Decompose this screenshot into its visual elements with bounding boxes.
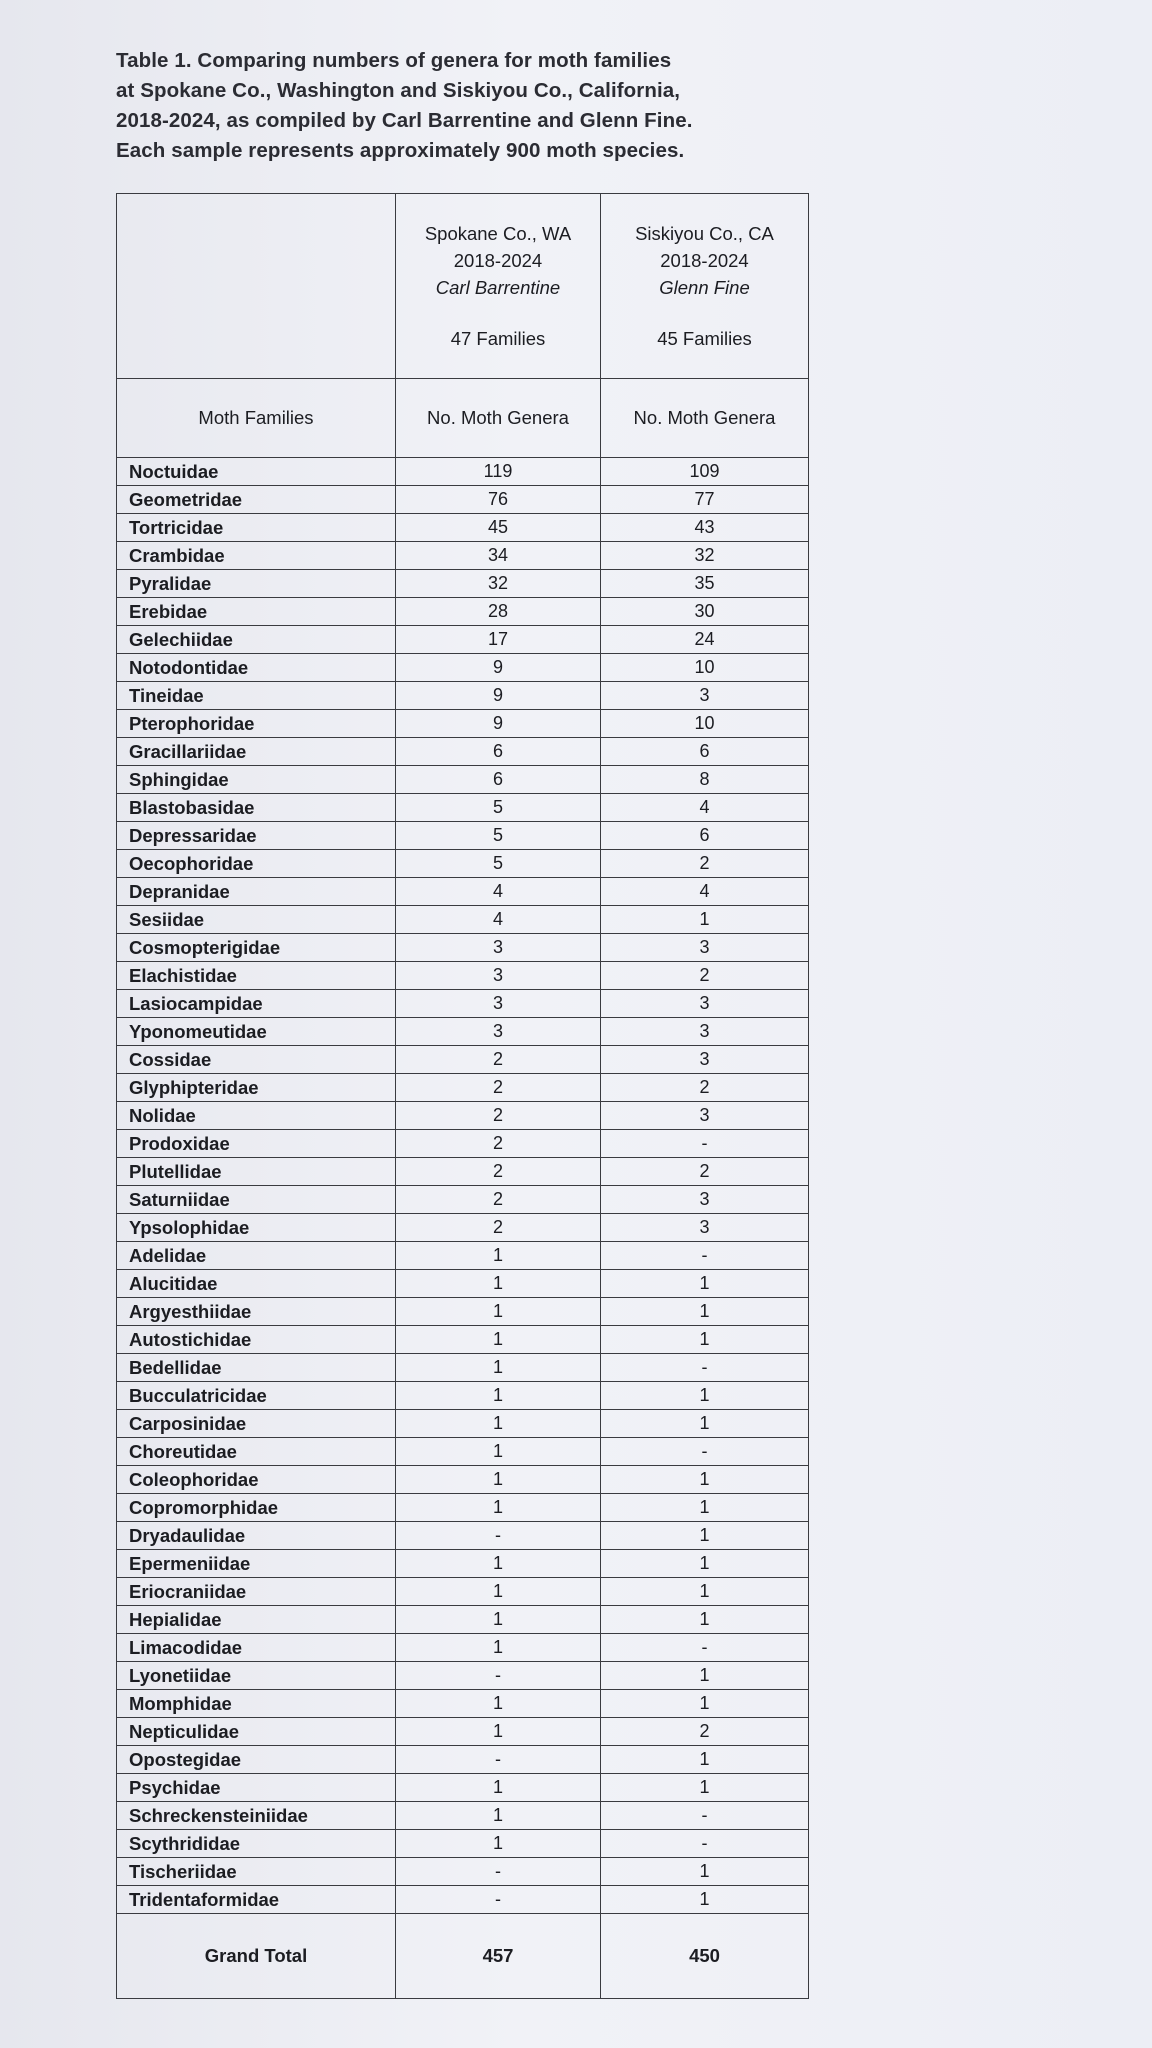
family-name-cell: Momphidae bbox=[117, 1690, 396, 1718]
table-row bbox=[117, 1382, 809, 1410]
spokane-genera-cell: 1 bbox=[396, 1438, 601, 1466]
table-row bbox=[117, 1438, 809, 1466]
table-row bbox=[117, 906, 809, 934]
table-row bbox=[117, 654, 809, 682]
table-row bbox=[117, 1718, 809, 1746]
spokane-genera-cell: 1 bbox=[396, 1830, 601, 1858]
spokane-genera-cell: 9 bbox=[396, 654, 601, 682]
table-row bbox=[117, 1522, 809, 1550]
siskiyou-genera-cell: 8 bbox=[601, 766, 809, 794]
siskiyou-column-label: No. Moth Genera bbox=[601, 379, 809, 458]
table-row bbox=[117, 1410, 809, 1438]
table-row bbox=[117, 1578, 809, 1606]
family-name-cell: Coleophoridae bbox=[117, 1466, 396, 1494]
spokane-genera-cell: - bbox=[396, 1746, 601, 1774]
siskiyou-genera-cell: 6 bbox=[601, 738, 809, 766]
family-name-cell: Nolidae bbox=[117, 1102, 396, 1130]
table-row bbox=[117, 1186, 809, 1214]
family-name-cell: Tortricidae bbox=[117, 514, 396, 542]
table-row bbox=[117, 598, 809, 626]
siskiyou-genera-cell: - bbox=[601, 1634, 809, 1662]
table-row bbox=[117, 990, 809, 1018]
siskiyou-genera-cell: 2 bbox=[601, 962, 809, 990]
caption-line-2: at Spokane Co., Washington and Siskiyou Co., California, bbox=[116, 79, 681, 102]
spokane-genera-cell: 9 bbox=[396, 710, 601, 738]
spokane-genera-cell: 1 bbox=[396, 1354, 601, 1382]
spokane-genera-cell: 34 bbox=[396, 542, 601, 570]
siskiyou-genera-cell: 6 bbox=[601, 822, 809, 850]
spokane-genera-cell: 5 bbox=[396, 850, 601, 878]
family-name-cell: Autostichidae bbox=[117, 1326, 396, 1354]
siskiyou-genera-cell: 2 bbox=[601, 1718, 809, 1746]
family-name-cell: Tineidae bbox=[117, 682, 396, 710]
table-row bbox=[117, 1634, 809, 1662]
siskiyou-genera-cell: 1 bbox=[601, 1662, 809, 1690]
table-row bbox=[117, 542, 809, 570]
spokane-genera-cell: 1 bbox=[396, 1382, 601, 1410]
location-header-row bbox=[117, 194, 809, 379]
family-name-cell: Cossidae bbox=[117, 1046, 396, 1074]
table-row bbox=[117, 1466, 809, 1494]
siskiyou-genera-cell: 3 bbox=[601, 1186, 809, 1214]
spokane-genera-cell: 3 bbox=[396, 1018, 601, 1046]
family-name-cell: Gracillariidae bbox=[117, 738, 396, 766]
siskiyou-genera-cell: - bbox=[601, 1354, 809, 1382]
table-row bbox=[117, 458, 809, 486]
family-name-cell: Yponomeutidae bbox=[117, 1018, 396, 1046]
family-name-cell: Noctuidae bbox=[117, 458, 396, 486]
table-row bbox=[117, 766, 809, 794]
caption-line-1: Table 1. Comparing numbers of genera for moth families bbox=[116, 49, 672, 72]
siskiyou-genera-cell: 1 bbox=[601, 1858, 809, 1886]
family-name-cell: Crambidae bbox=[117, 542, 396, 570]
spokane-genera-cell: 1 bbox=[396, 1410, 601, 1438]
family-name-cell: Glyphipteridae bbox=[117, 1074, 396, 1102]
siskiyou-genera-cell: 3 bbox=[601, 1046, 809, 1074]
spokane-genera-cell: - bbox=[396, 1858, 601, 1886]
siskiyou-genera-cell: 1 bbox=[601, 1578, 809, 1606]
spokane-genera-cell: 2 bbox=[396, 1046, 601, 1074]
spokane-genera-cell: 1 bbox=[396, 1634, 601, 1662]
spokane-genera-cell: 3 bbox=[396, 962, 601, 990]
siskiyou-genera-cell: 3 bbox=[601, 934, 809, 962]
spokane-genera-cell: 4 bbox=[396, 878, 601, 906]
table-row bbox=[117, 878, 809, 906]
spokane-genera-cell: 5 bbox=[396, 794, 601, 822]
table-row bbox=[117, 850, 809, 878]
spokane-genera-cell: 5 bbox=[396, 822, 601, 850]
spokane-genera-cell: 1 bbox=[396, 1466, 601, 1494]
grand-total-row bbox=[117, 1914, 809, 1999]
siskiyou-genera-cell: 4 bbox=[601, 794, 809, 822]
table-row bbox=[117, 794, 809, 822]
spokane-genera-cell: 1 bbox=[396, 1606, 601, 1634]
siskiyou-genera-cell: 1 bbox=[601, 1746, 809, 1774]
spokane-years: 2018-2024 bbox=[453, 250, 543, 271]
siskiyou-genera-cell: 3 bbox=[601, 1214, 809, 1242]
siskiyou-genera-cell: 1 bbox=[601, 1326, 809, 1354]
spokane-genera-cell: 1 bbox=[396, 1326, 601, 1354]
family-name-cell: Bedellidae bbox=[117, 1354, 396, 1382]
table-row bbox=[117, 1494, 809, 1522]
siskiyou-genera-cell: 32 bbox=[601, 542, 809, 570]
caption-line-3: 2018-2024, as compiled by Carl Barrentine and Glenn Fine. bbox=[116, 109, 693, 132]
siskiyou-header-cell bbox=[601, 194, 809, 379]
spokane-genera-cell: 4 bbox=[396, 906, 601, 934]
table-row bbox=[117, 1130, 809, 1158]
spokane-genera-cell: 3 bbox=[396, 934, 601, 962]
siskiyou-genera-cell: 1 bbox=[601, 906, 809, 934]
siskiyou-genera-cell: 1 bbox=[601, 1494, 809, 1522]
table-row bbox=[117, 1746, 809, 1774]
table-row bbox=[117, 486, 809, 514]
siskiyou-compiler: Glenn Fine bbox=[659, 277, 750, 298]
table-row bbox=[117, 1690, 809, 1718]
siskiyou-genera-cell: 1 bbox=[601, 1774, 809, 1802]
family-name-cell: Eriocraniidae bbox=[117, 1578, 396, 1606]
siskiyou-total: 450 bbox=[601, 1914, 809, 1999]
siskiyou-genera-cell: 1 bbox=[601, 1690, 809, 1718]
table-row bbox=[117, 1074, 809, 1102]
table-caption bbox=[116, 46, 816, 166]
spokane-genera-cell: 1 bbox=[396, 1802, 601, 1830]
siskiyou-genera-cell: - bbox=[601, 1802, 809, 1830]
family-name-cell: Sphingidae bbox=[117, 766, 396, 794]
spokane-genera-cell: 17 bbox=[396, 626, 601, 654]
spokane-total: 457 bbox=[396, 1914, 601, 1999]
table-row bbox=[117, 1018, 809, 1046]
spokane-genera-cell: 9 bbox=[396, 682, 601, 710]
family-name-cell: Schreckensteiniidae bbox=[117, 1802, 396, 1830]
spokane-genera-cell: - bbox=[396, 1522, 601, 1550]
family-name-cell: Oecophoridae bbox=[117, 850, 396, 878]
spokane-genera-cell: 1 bbox=[396, 1494, 601, 1522]
family-name-cell: Alucitidae bbox=[117, 1270, 396, 1298]
table-row bbox=[117, 962, 809, 990]
siskiyou-genera-cell: - bbox=[601, 1438, 809, 1466]
table-row bbox=[117, 822, 809, 850]
family-name-cell: Epermeniidae bbox=[117, 1550, 396, 1578]
spokane-genera-cell: 1 bbox=[396, 1774, 601, 1802]
table-row bbox=[117, 1102, 809, 1130]
spokane-genera-cell: 1 bbox=[396, 1298, 601, 1326]
table-row bbox=[117, 626, 809, 654]
family-name-cell: Limacodidae bbox=[117, 1634, 396, 1662]
family-name-cell: Lyonetiidae bbox=[117, 1662, 396, 1690]
siskiyou-years: 2018-2024 bbox=[660, 250, 749, 271]
siskiyou-genera-cell: 4 bbox=[601, 878, 809, 906]
siskiyou-genera-cell: 1 bbox=[601, 1466, 809, 1494]
siskiyou-genera-cell: 1 bbox=[601, 1382, 809, 1410]
spokane-header-cell bbox=[396, 194, 601, 379]
table-row bbox=[117, 1830, 809, 1858]
spokane-genera-cell: 2 bbox=[396, 1102, 601, 1130]
table-row bbox=[117, 1214, 809, 1242]
siskiyou-genera-cell: - bbox=[601, 1130, 809, 1158]
grand-total-label: Grand Total bbox=[117, 1914, 396, 1999]
column-label-row bbox=[117, 379, 809, 458]
family-name-cell: Pyralidae bbox=[117, 570, 396, 598]
family-name-cell: Gelechiidae bbox=[117, 626, 396, 654]
family-name-cell: Hepialidae bbox=[117, 1606, 396, 1634]
family-name-cell: Nepticulidae bbox=[117, 1718, 396, 1746]
siskiyou-genera-cell: 2 bbox=[601, 850, 809, 878]
table-row bbox=[117, 1046, 809, 1074]
table-row bbox=[117, 1270, 809, 1298]
spokane-genera-cell: 2 bbox=[396, 1158, 601, 1186]
siskiyou-genera-cell: 3 bbox=[601, 682, 809, 710]
siskiyou-genera-cell: 109 bbox=[601, 458, 809, 486]
siskiyou-family-count: 45 Families bbox=[657, 328, 752, 349]
spokane-genera-cell: 3 bbox=[396, 990, 601, 1018]
family-name-cell: Prodoxidae bbox=[117, 1130, 396, 1158]
family-name-cell: Depranidae bbox=[117, 878, 396, 906]
family-name-cell: Erebidae bbox=[117, 598, 396, 626]
family-name-cell: Geometridae bbox=[117, 486, 396, 514]
siskiyou-genera-cell: 3 bbox=[601, 1018, 809, 1046]
table-row bbox=[117, 1802, 809, 1830]
siskiyou-genera-cell: - bbox=[601, 1830, 809, 1858]
siskiyou-genera-cell: 1 bbox=[601, 1410, 809, 1438]
siskiyou-genera-cell: 3 bbox=[601, 1102, 809, 1130]
table-row bbox=[117, 1886, 809, 1914]
siskiyou-genera-cell: - bbox=[601, 1242, 809, 1270]
siskiyou-genera-cell: 1 bbox=[601, 1270, 809, 1298]
family-name-cell: Elachistidae bbox=[117, 962, 396, 990]
table-row bbox=[117, 1354, 809, 1382]
family-name-cell: Carposinidae bbox=[117, 1410, 396, 1438]
spokane-genera-cell: 2 bbox=[396, 1186, 601, 1214]
family-name-cell: Scythrididae bbox=[117, 1830, 396, 1858]
siskiyou-genera-cell: 3 bbox=[601, 990, 809, 1018]
family-name-cell: Cosmopterigidae bbox=[117, 934, 396, 962]
table-row bbox=[117, 1158, 809, 1186]
family-name-cell: Bucculatricidae bbox=[117, 1382, 396, 1410]
siskiyou-genera-cell: 1 bbox=[601, 1886, 809, 1914]
siskiyou-genera-cell: 35 bbox=[601, 570, 809, 598]
siskiyou-genera-cell: 2 bbox=[601, 1074, 809, 1102]
siskiyou-genera-cell: 77 bbox=[601, 486, 809, 514]
family-name-cell: Choreutidae bbox=[117, 1438, 396, 1466]
moth-genera-table bbox=[116, 193, 809, 1999]
family-name-cell: Ypsolophidae bbox=[117, 1214, 396, 1242]
spokane-genera-cell: 32 bbox=[396, 570, 601, 598]
siskiyou-genera-cell: 2 bbox=[601, 1158, 809, 1186]
spokane-genera-cell: 1 bbox=[396, 1550, 601, 1578]
table-row bbox=[117, 1606, 809, 1634]
family-name-cell: Argyesthiidae bbox=[117, 1298, 396, 1326]
table-row bbox=[117, 934, 809, 962]
spokane-column-label: No. Moth Genera bbox=[396, 379, 601, 458]
caption-line-4: Each sample represents approximately 900 moth species. bbox=[116, 139, 685, 162]
families-column-label: Moth Families bbox=[117, 379, 396, 458]
spokane-genera-cell: 1 bbox=[396, 1718, 601, 1746]
table-row bbox=[117, 1326, 809, 1354]
family-name-cell: Plutellidae bbox=[117, 1158, 396, 1186]
family-name-cell: Pterophoridae bbox=[117, 710, 396, 738]
spokane-genera-cell: 1 bbox=[396, 1690, 601, 1718]
spokane-genera-cell: 45 bbox=[396, 514, 601, 542]
spokane-genera-cell: 6 bbox=[396, 766, 601, 794]
spokane-genera-cell: 2 bbox=[396, 1214, 601, 1242]
spokane-genera-cell: 119 bbox=[396, 458, 601, 486]
siskiyou-genera-cell: 24 bbox=[601, 626, 809, 654]
family-name-cell: Lasiocampidae bbox=[117, 990, 396, 1018]
siskiyou-genera-cell: 1 bbox=[601, 1298, 809, 1326]
table-row bbox=[117, 514, 809, 542]
family-name-cell: Tischeriidae bbox=[117, 1858, 396, 1886]
spokane-genera-cell: 1 bbox=[396, 1578, 601, 1606]
family-name-cell: Tridentaformidae bbox=[117, 1886, 396, 1914]
family-name-cell: Notodontidae bbox=[117, 654, 396, 682]
siskiyou-genera-cell: 1 bbox=[601, 1606, 809, 1634]
spokane-genera-cell: 2 bbox=[396, 1074, 601, 1102]
family-name-cell: Dryadaulidae bbox=[117, 1522, 396, 1550]
family-name-cell: Psychidae bbox=[117, 1774, 396, 1802]
spokane-genera-cell: - bbox=[396, 1662, 601, 1690]
family-name-cell: Blastobasidae bbox=[117, 794, 396, 822]
header-blank-cell bbox=[117, 194, 396, 379]
spokane-genera-cell: 28 bbox=[396, 598, 601, 626]
table-row bbox=[117, 570, 809, 598]
spokane-genera-cell: 1 bbox=[396, 1270, 601, 1298]
family-name-cell: Depressaridae bbox=[117, 822, 396, 850]
spokane-compiler: Carl Barrentine bbox=[435, 277, 561, 298]
table-row bbox=[117, 1298, 809, 1326]
spokane-genera-cell: 76 bbox=[396, 486, 601, 514]
table-row bbox=[117, 682, 809, 710]
table-row bbox=[117, 1550, 809, 1578]
table-row bbox=[117, 1662, 809, 1690]
siskiyou-region: Siskiyou Co., CA bbox=[635, 223, 774, 244]
spokane-genera-cell: - bbox=[396, 1886, 601, 1914]
siskiyou-genera-cell: 10 bbox=[601, 710, 809, 738]
siskiyou-genera-cell: 1 bbox=[601, 1522, 809, 1550]
siskiyou-genera-cell: 1 bbox=[601, 1550, 809, 1578]
family-name-cell: Copromorphidae bbox=[117, 1494, 396, 1522]
siskiyou-genera-cell: 10 bbox=[601, 654, 809, 682]
spokane-family-count: 47 Families bbox=[450, 328, 546, 349]
spokane-genera-cell: 1 bbox=[396, 1242, 601, 1270]
siskiyou-genera-cell: 43 bbox=[601, 514, 809, 542]
family-name-cell: Adelidae bbox=[117, 1242, 396, 1270]
siskiyou-genera-cell: 30 bbox=[601, 598, 809, 626]
table-row bbox=[117, 1774, 809, 1802]
spokane-genera-cell: 2 bbox=[396, 1130, 601, 1158]
family-name-cell: Saturniidae bbox=[117, 1186, 396, 1214]
table-row bbox=[117, 710, 809, 738]
family-name-cell: Sesiidae bbox=[117, 906, 396, 934]
table-row bbox=[117, 1858, 809, 1886]
table-row bbox=[117, 738, 809, 766]
spokane-region: Spokane Co., WA bbox=[424, 223, 572, 244]
spokane-genera-cell: 6 bbox=[396, 738, 601, 766]
family-name-cell: Opostegidae bbox=[117, 1746, 396, 1774]
table-row bbox=[117, 1242, 809, 1270]
